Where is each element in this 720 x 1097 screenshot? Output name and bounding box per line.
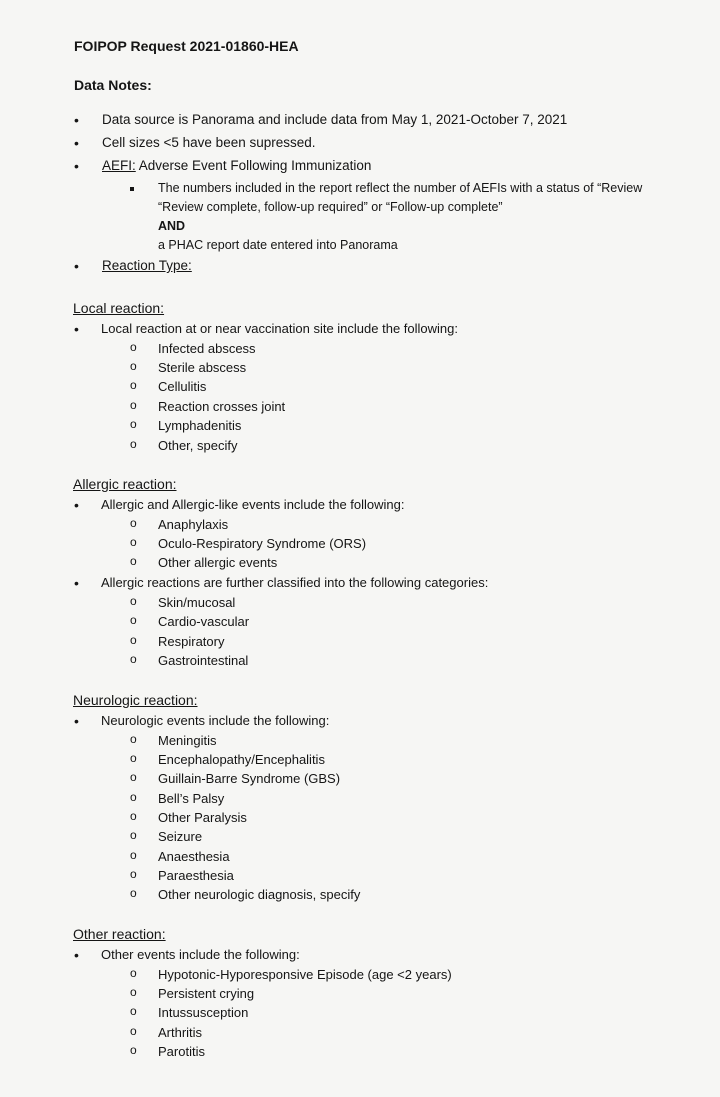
- list-item-text: Skin/mucosal: [158, 595, 236, 610]
- circle-bullet-icon: o: [130, 886, 137, 900]
- list-item-text: Gastrointestinal: [158, 653, 249, 668]
- aefi-sub-line1: The numbers included in the report reflect the number of AEFIs with a status of “Review: [158, 181, 643, 195]
- circle-bullet-icon: o: [130, 535, 137, 549]
- allergic-intro2-text: Allergic reactions are further classified into the following categories:: [101, 575, 489, 590]
- circle-bullet-icon: o: [130, 359, 137, 373]
- circle-bullet-icon: o: [130, 554, 137, 568]
- neurologic-heading: Neurologic reaction:: [73, 692, 198, 708]
- list-item-text: Anaphylaxis: [158, 517, 229, 532]
- aefi-term: AEFI:: [102, 158, 136, 173]
- circle-bullet-icon: o: [130, 985, 137, 999]
- list-item-text: Paraesthesia: [158, 868, 234, 883]
- bullet-icon: •: [74, 135, 79, 151]
- note-aefi-text: [102, 158, 371, 174]
- aefi-and: AND: [158, 219, 186, 233]
- list-item-text: Parotitis: [158, 1044, 205, 1059]
- circle-bullet-icon: o: [130, 594, 137, 608]
- circle-bullet-icon: o: [130, 437, 137, 451]
- document-title: FOIPOP Request 2021-01860-HEA: [74, 38, 299, 54]
- circle-bullet-icon: o: [130, 613, 137, 627]
- note-cells-text: Cell sizes <5 have been supressed.: [102, 135, 316, 150]
- neurologic-intro-text: Neurologic events include the following:: [101, 713, 330, 728]
- list-item-text: Guillain-Barre Syndrome (GBS): [158, 771, 341, 786]
- list-item-text: Arthritis: [158, 1025, 203, 1040]
- circle-bullet-icon: o: [130, 751, 137, 765]
- list-item-text: Infected abscess: [158, 341, 256, 356]
- circle-bullet-icon: o: [130, 848, 137, 862]
- circle-bullet-icon: o: [130, 417, 137, 431]
- list-item-text: Other, specify: [158, 438, 238, 453]
- list-item-text: Cardio-vascular: [158, 614, 250, 629]
- reaction-type-text: Reaction Type:: [102, 258, 192, 273]
- list-item-text: Lymphadenitis: [158, 418, 242, 433]
- bullet-icon: •: [74, 258, 79, 274]
- list-item-text: Intussusception: [158, 1005, 249, 1020]
- bullet-icon: •: [74, 947, 79, 963]
- list-item-text: Sterile abscess: [158, 360, 247, 375]
- circle-bullet-icon: o: [130, 340, 137, 354]
- aefi-sub-line2: “Review complete, follow-up required” or “Follow-up complete”: [158, 200, 503, 214]
- list-item-text: Respiratory: [158, 634, 225, 649]
- note-source-text: Data source is Panorama and include data from May 1, 2021-October 7, 2021: [102, 112, 568, 127]
- bullet-icon: •: [74, 713, 79, 729]
- circle-bullet-icon: o: [130, 809, 137, 823]
- list-item-text: Hypotonic-Hyporesponsive Episode (age <2 years): [158, 967, 452, 982]
- list-item-text: Encephalopathy/Encephalitis: [158, 752, 325, 767]
- aefi-definition: Adverse Event Following Immunization: [135, 158, 372, 173]
- circle-bullet-icon: o: [130, 378, 137, 392]
- circle-bullet-icon: o: [130, 633, 137, 647]
- bullet-icon: •: [74, 321, 79, 337]
- list-item-text: Other Paralysis: [158, 810, 247, 825]
- circle-bullet-icon: o: [130, 1004, 137, 1018]
- other-intro-text: Other events include the following:: [101, 947, 300, 962]
- aefi-sub-line3: a PHAC report date entered into Panorama: [158, 238, 398, 252]
- list-item-text: Cellulitis: [158, 379, 207, 394]
- list-item-text: Bell’s Palsy: [158, 791, 225, 806]
- circle-bullet-icon: o: [130, 828, 137, 842]
- allergic-intro-text: Allergic and Allergic-like events include the following:: [101, 497, 405, 512]
- list-item-text: Persistent crying: [158, 986, 255, 1001]
- list-item-text: Oculo-Respiratory Syndrome (ORS): [158, 536, 367, 551]
- bullet-icon: •: [74, 112, 79, 128]
- list-item-text: Anaesthesia: [158, 849, 230, 864]
- data-notes-heading: Data Notes:: [74, 77, 152, 93]
- circle-bullet-icon: o: [130, 732, 137, 746]
- list-item-text: Reaction crosses joint: [158, 399, 286, 414]
- circle-bullet-icon: o: [130, 652, 137, 666]
- circle-bullet-icon: o: [130, 398, 137, 412]
- circle-bullet-icon: o: [130, 966, 137, 980]
- list-item-text: Meningitis: [158, 733, 217, 748]
- bullet-icon: •: [74, 497, 79, 513]
- other-heading: Other reaction:: [73, 926, 166, 942]
- circle-bullet-icon: o: [130, 516, 137, 530]
- circle-bullet-icon: o: [130, 790, 137, 804]
- bullet-icon: •: [74, 575, 79, 591]
- circle-bullet-icon: o: [130, 1043, 137, 1057]
- circle-bullet-icon: o: [130, 867, 137, 881]
- circle-bullet-icon: o: [130, 770, 137, 784]
- list-item-text: Other allergic events: [158, 555, 278, 570]
- list-item-text: Other neurologic diagnosis, specify: [158, 887, 361, 902]
- list-item-text: Seizure: [158, 829, 203, 844]
- local-intro-text: Local reaction at or near vaccination site include the following:: [101, 321, 458, 336]
- bullet-icon: •: [74, 158, 79, 174]
- square-bullet-icon: [130, 187, 134, 191]
- allergic-heading: Allergic reaction:: [73, 476, 177, 492]
- local-heading: Local reaction:: [73, 300, 165, 316]
- circle-bullet-icon: o: [130, 1024, 137, 1038]
